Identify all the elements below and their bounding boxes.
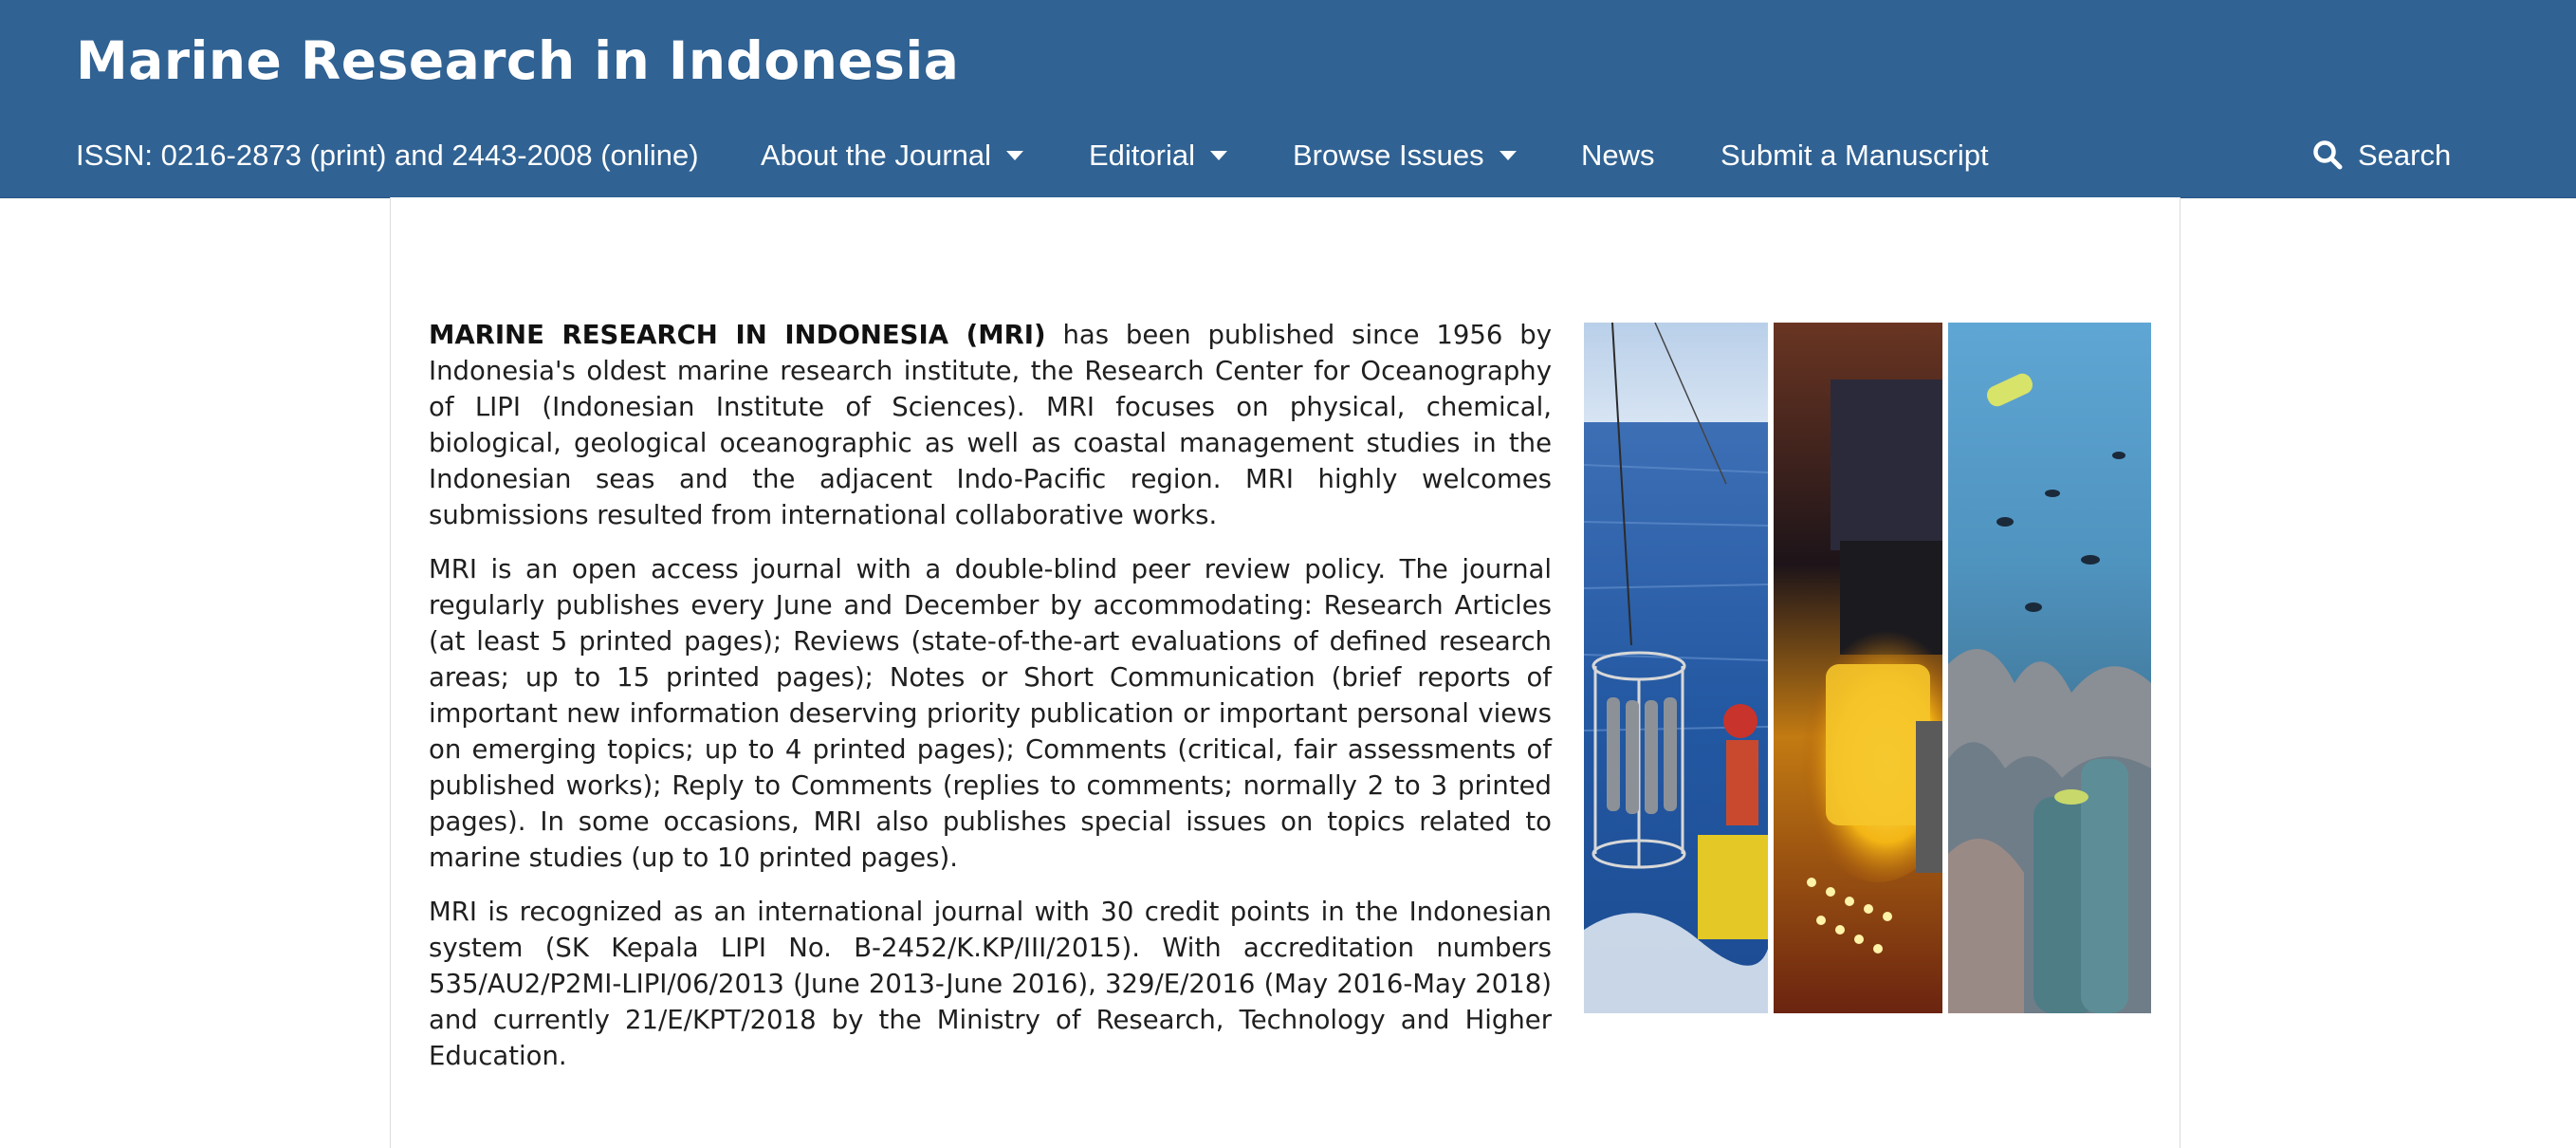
nav-about-label: About the Journal [761, 139, 992, 172]
nav-editorial[interactable] [1089, 133, 1227, 178]
journal-cover-collage [1584, 323, 2151, 1013]
search-label: Search [2358, 139, 2452, 172]
nav-browse-label: Browse Issues [1293, 139, 1484, 172]
nav-about-journal[interactable] [761, 133, 1023, 178]
nav-browse-issues[interactable] [1293, 133, 1517, 178]
lab-instrument-photo [1774, 323, 1942, 1013]
description-p1-body: has been published since 1956 by Indonesia's oldest marine research institute, the Research Center for Oceanography of LIPI (Indonesian Institute of Sciences). MRI focuses on physical, chemical, biological, geological oceanographic as well as coastal management studies in the Indonesian seas and the adjacent Indo-Pacific region. MRI highly welcomes submissions resulted from international collaborative works. [429, 320, 1552, 530]
journal-name-lead: MARINE RESEARCH IN INDONESIA (MRI) [429, 320, 1046, 350]
journal-description [429, 317, 1552, 1092]
issn-link[interactable]: ISSN: 0216-2873 (print) and 2443-2008 (online) [76, 139, 699, 172]
primary-nav [0, 121, 2576, 190]
caret-down-icon [1006, 151, 1023, 160]
site-header [0, 0, 2576, 198]
nav-editorial-label: Editorial [1089, 139, 1195, 172]
coral-reef-photo [1948, 323, 2151, 1013]
site-title-link[interactable]: Marine Research in Indonesia [76, 30, 960, 91]
search-icon [2312, 139, 2343, 170]
ocean-ctd-photo [1584, 323, 1768, 1013]
description-paragraph-3: MRI is recognized as an international journal with 30 credit points in the Indonesian system (SK Kepala LIPI No. B-2452/K.KP/III/2015). With accreditation numbers 535/AU2/P2MI-LIPI/06/2013 (June 2013-June 2016), 329/E/2016 (May 2016-May 2018) and currently 21/E/KPT/2018 by the Ministry of Research, Technology and Higher Education. [429, 897, 1552, 1071]
caret-down-icon [1500, 151, 1517, 160]
description-paragraph-2: MRI is an open access journal with a double-blind peer review policy. The journal regularly publishes every June and December by accommodating: Research Articles (at least 5 printed pages); Reviews (state-of-the-art evaluations of defined research areas; up to 15 printed pages); Notes or Short Communication (brief reports of important new information deserving priority publication or important personal views on emerging topics; up to 4 printed pages); Comments (critical, fair assessments of published works); Reply to Comments (replies to comments; normally 2 to 3 printed pages). In some occasions, MRI also publishes special issues on topics related to marine studies (up to 10 printed pages). [429, 554, 1552, 873]
search-button[interactable] [2312, 133, 2451, 178]
nav-news[interactable]: News [1581, 139, 1655, 172]
nav-submit-manuscript[interactable]: Submit a Manuscript [1720, 139, 1989, 172]
caret-down-icon [1210, 151, 1227, 160]
description-paragraph-1 [429, 317, 1552, 533]
